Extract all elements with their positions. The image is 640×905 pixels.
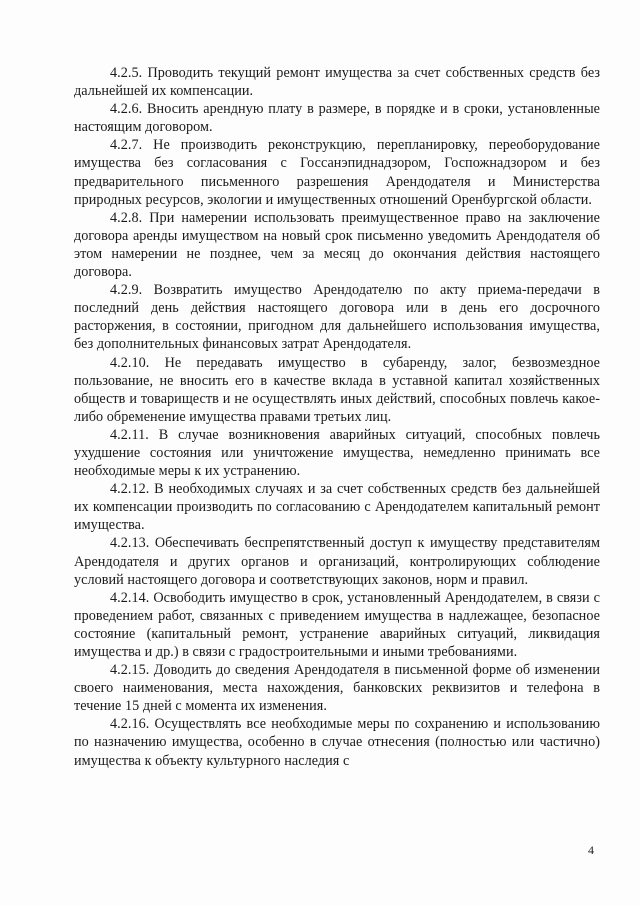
clause-4-2-8: 4.2.8. При намерении использовать преимущественное право на заключение договора аренды имуществом на новый срок письменно уведомить Арендодателя об этом намерении не позднее, чем за месяц до окончания действия настоящего договора. (74, 209, 600, 281)
document-body (74, 64, 600, 770)
clause-4-2-6: 4.2.6. Вносить арендную плату в размере, в порядке и в сроки, установленные настоящим договором. (74, 101, 600, 136)
clause-4-2-14: 4.2.14. Освободить имущество в срок, установленный Арендодателем, в связи с проведением работ, связанных с приведением имущества в надлежащее, безопасное состояние (капитальный ремонт, устранение аварийных ситуаций, ликвидация имущества и др.) в связи с градостроительными и иными требованиями. (74, 589, 600, 660)
clause-4-2-5: 4.2.5. Проводить текущий ремонт имущества за счет собственных средств без дальнейшей их компенсации. (74, 65, 600, 100)
clause-4-2-16: 4.2.16. Осуществлять все необходимые меры по сохранению и использованию по назначению имущества, особенно в случае отнесения (полностью или частично) имущества к объекту культурного наследия с (74, 716, 600, 769)
clause-4-2-9: 4.2.9. Возвратить имущество Арендодателю по акту приема-передачи в последний день действия настоящего договора или в день его досрочного расторжения, в состоянии, пригодном для дальнейшего использования имущества, без дополнительных финансовых затрат Арендодателя. (74, 282, 600, 353)
page-number: 4 (588, 843, 594, 857)
clause-4-2-7: 4.2.7. Не производить реконструкцию, перепланировку, переоборудование имущества без согласования с Госсанэпиднадзором, Госпожнадзором и без предварительного письменного разрешения Арендодателя и Министерства природных ресурсов, экологии и имущественных отношений Оренбургской области. (74, 137, 600, 208)
clause-4-2-15: 4.2.15. Доводить до сведения Арендодателя в письменной форме об изменении своего наименования, места нахождения, банковских реквизитов и телефона в течение 15 дней с момента их изменения. (74, 662, 600, 715)
clause-4-2-12: 4.2.12. В необходимых случаях и за счет собственных средств без дальнейшей их компенсации производить по согласованию с Арендодателем капитальный ремонт имущества. (74, 481, 600, 534)
clause-4-2-11: 4.2.11. В случае возникновения аварийных ситуаций, способных повлечь ухудшение состояния или уничтожение имущества, немедленно принимать все необходимые меры к их устранению. (74, 426, 600, 480)
clause-4-2-10: 4.2.10. Не передавать имущество в субаренду, залог, безвозмездное пользование, не вносить его в качестве вклада в уставной капитал хозяйственных обществ и товариществ и не осуществлять иных действий, способных повлечь какое-либо обременение имущества правами третьих лиц. (74, 354, 600, 425)
clause-4-2-13: 4.2.13. Обеспечивать беспрепятственный доступ к имуществу представителям Арендодателя и других органов и организаций, контролирующих соблюдение условий настоящего договора и соответствующих законов, норм и правил. (74, 535, 600, 588)
